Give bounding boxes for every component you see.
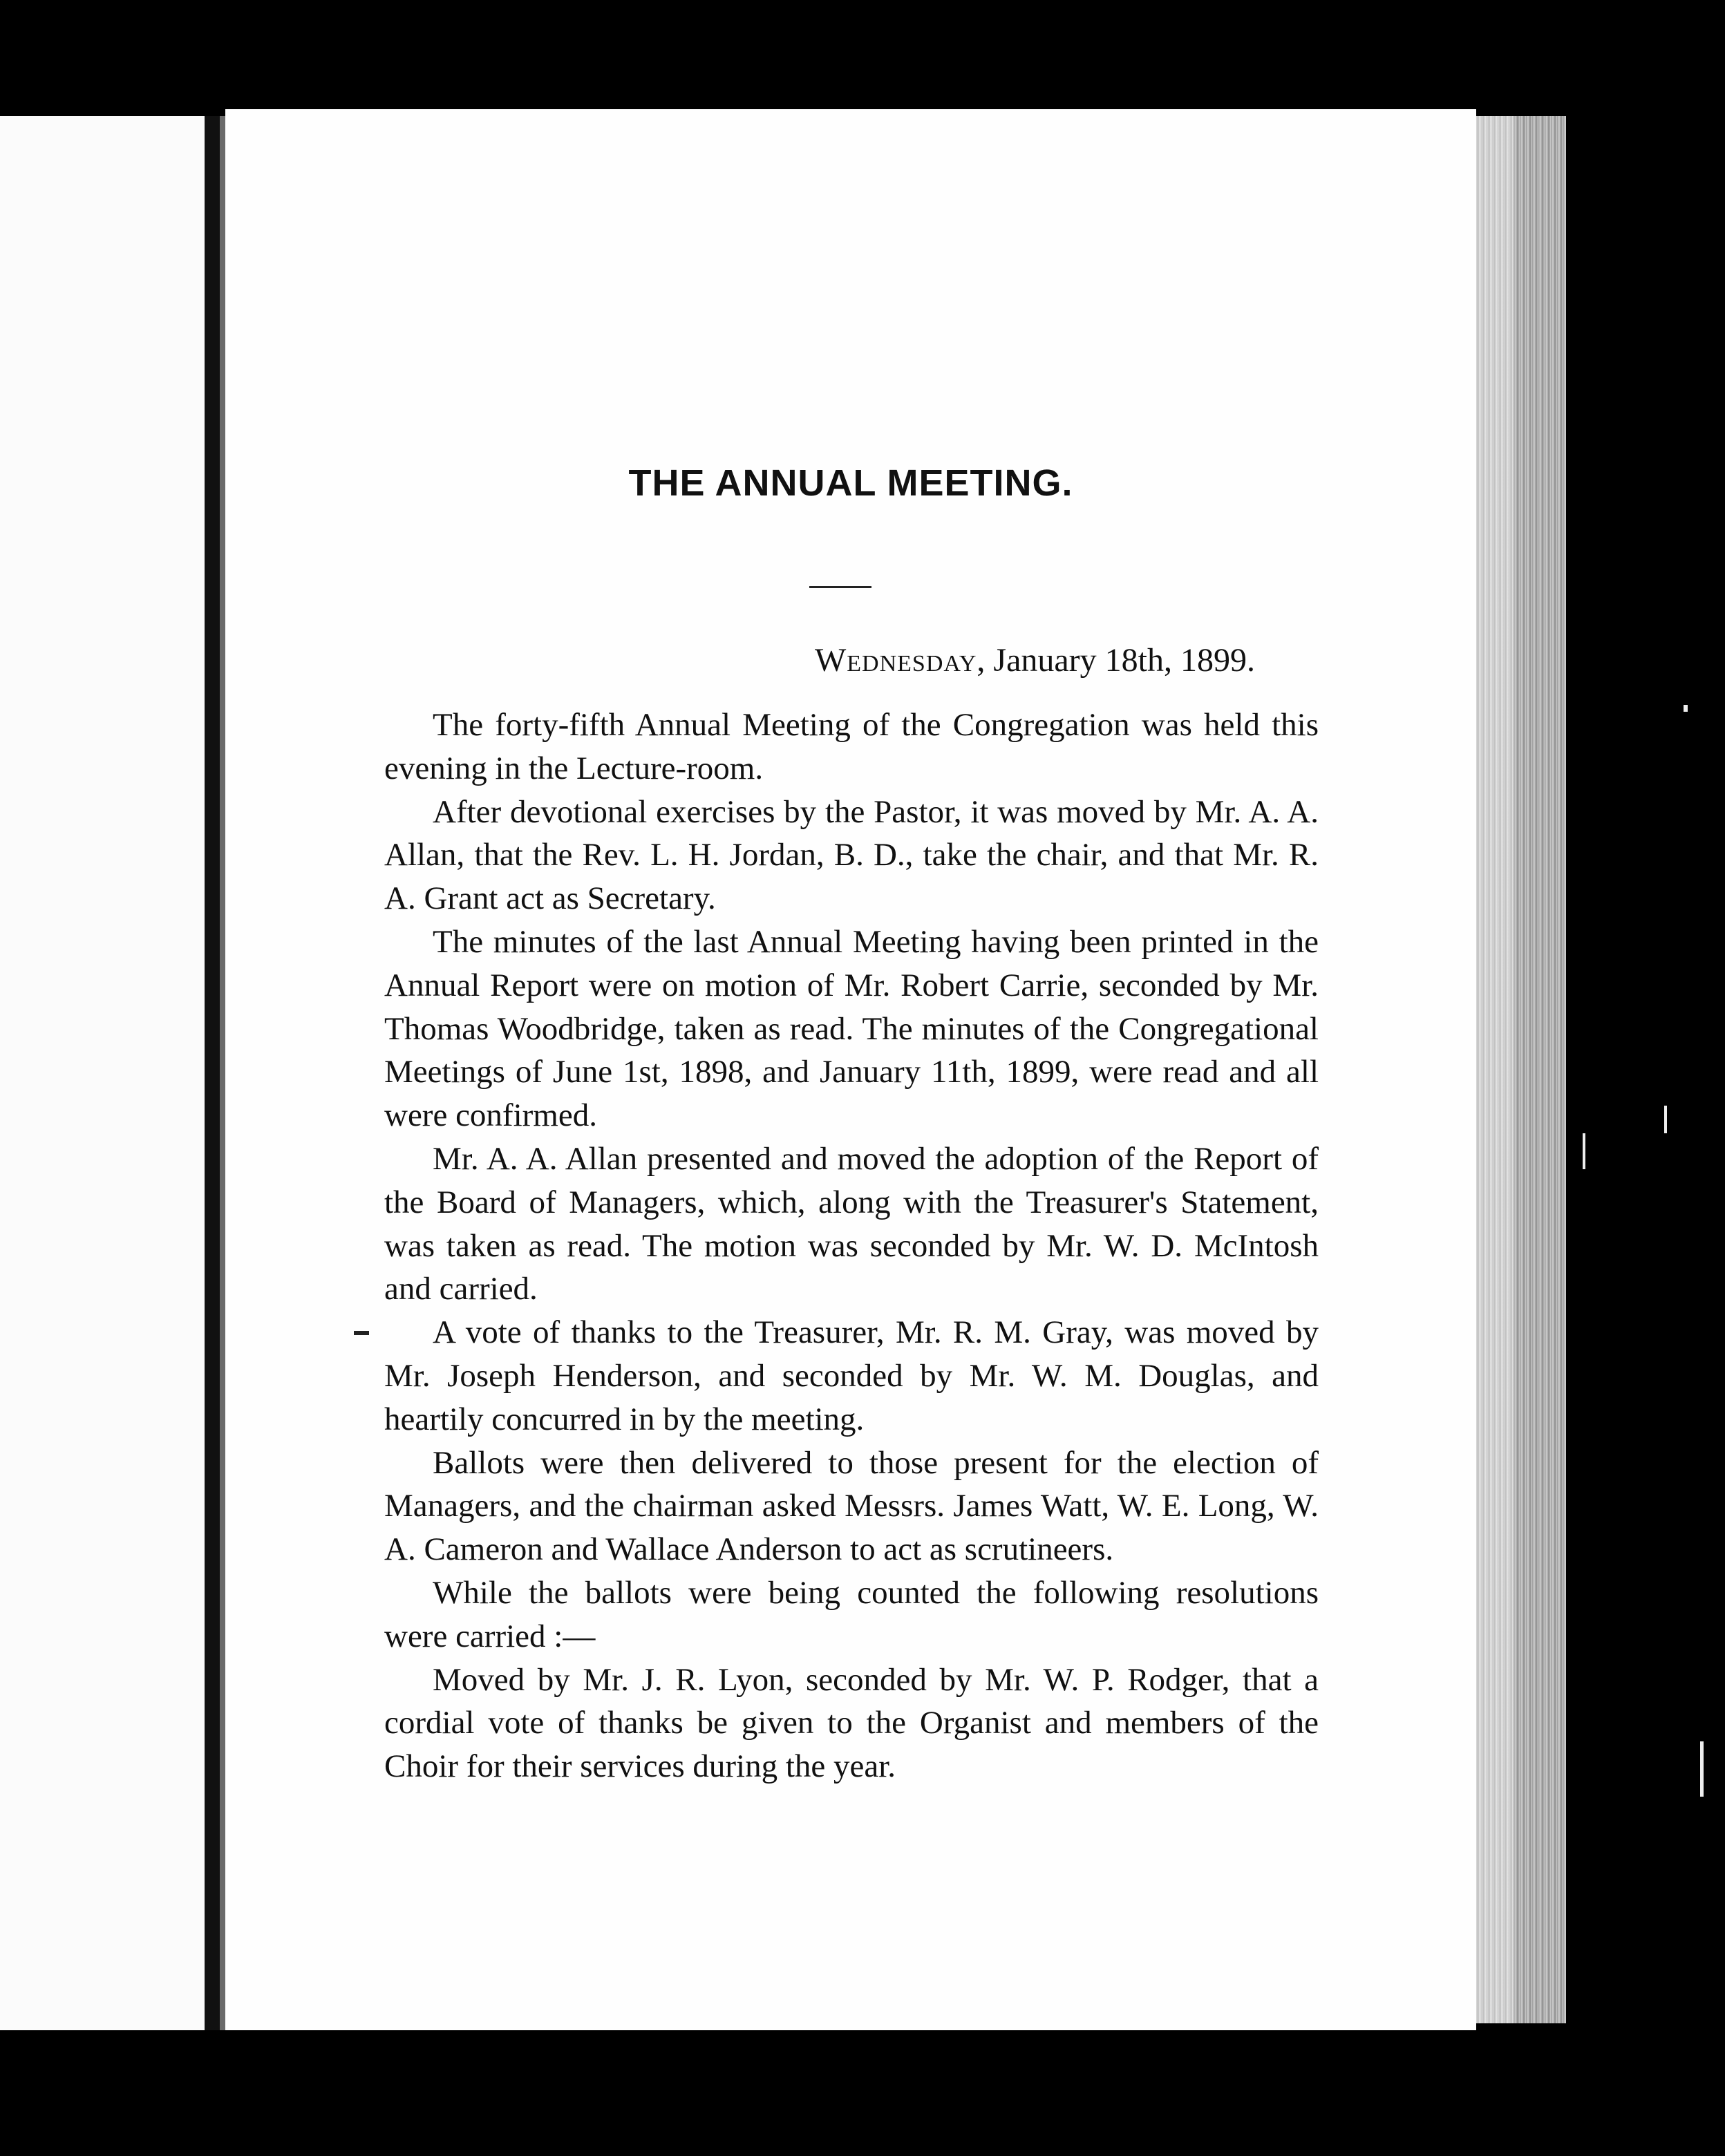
dateline-date: , January 18th, 1899. bbox=[977, 642, 1255, 679]
paragraph: Ballots were then delivered to those present for the election of Managers, and the chairman asked Messrs. James Watt, W. E. Long, W. A. Cameron and Wallace Anderson to act as scrutineers. bbox=[384, 1444, 1319, 1568]
gutter-shadow bbox=[220, 116, 225, 2030]
page-title: THE ANNUAL MEETING. bbox=[628, 462, 1073, 504]
dateline-weekday: Wednesday bbox=[814, 642, 977, 679]
paragraph: The forty-fifth Annual Meeting of the Congregation was held this evening in the Lecture-room. bbox=[384, 707, 1319, 786]
paragraph: A vote of thanks to the Treasurer, Mr. R. M. Gray, was moved by Mr. Joseph Henderson, and seconded by Mr. W. M. Douglas, and heartily concurred in by the meeting. bbox=[384, 1314, 1319, 1437]
paragraph: While the ballots were being counted the following resolutions were carried :— bbox=[384, 1574, 1319, 1654]
right-page bbox=[225, 109, 1476, 2030]
dateline bbox=[815, 641, 1255, 679]
ink-mark bbox=[354, 1331, 369, 1335]
page-edges-outer bbox=[1514, 116, 1565, 2023]
paragraph: Moved by Mr. J. R. Lyon, seconded by Mr. W. P. Rodger, that a cordial vote of thanks be given to the Organist and members of the Choir for their services during the year. bbox=[384, 1661, 1319, 1785]
dust-speck bbox=[1700, 1741, 1704, 1797]
paragraph: After devotional exercises by the Pastor, it was moved by Mr. A. A. Allan, that the Rev. L. H. Jordan, B. D., take the chair, and that Mr. R. A. Grant act as Secretary. bbox=[384, 793, 1319, 917]
dust-speck bbox=[1664, 1106, 1667, 1133]
paragraph: The minutes of the last Annual Meeting having been printed in the Annual Report were on motion of Mr. Robert Carrie, seconded by Mr. Thomas Woodbridge, taken as read. The minutes of the Congregational Meetings of June 1st, 1898, and January 11th, 1899, were read and all were confirmed. bbox=[384, 923, 1319, 1134]
dust-speck bbox=[1684, 705, 1688, 712]
body-text bbox=[384, 703, 1319, 1788]
paragraph: Mr. A. A. Allan presented and moved the adoption of the Report of the Board of Managers, which, along with the Treasurer's Statement, was taken as read. The motion was seconded by Mr. W. D. McIntosh and carried. bbox=[384, 1140, 1319, 1307]
title-rule bbox=[809, 586, 871, 588]
dust-speck bbox=[1583, 1133, 1585, 1169]
left-page bbox=[0, 116, 205, 2030]
